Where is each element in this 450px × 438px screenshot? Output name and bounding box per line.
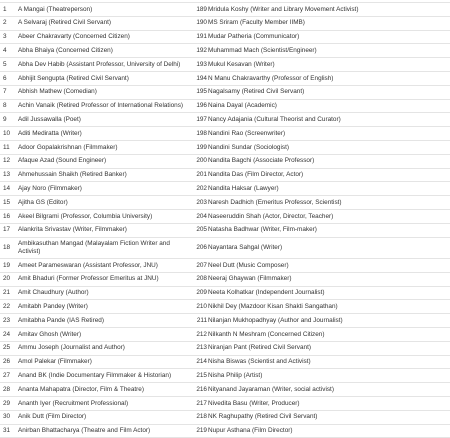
signatory-left: A Mangai (Theatreperson) xyxy=(16,3,194,17)
row-number-right: 206 xyxy=(194,237,207,259)
table-row xyxy=(0,209,450,223)
signatory-right: Nikhil Dey (Mazdoor Kisan Shakti Sangathan) xyxy=(207,300,450,314)
signatory-right: Niranjan Pant (Retired Civil Servant) xyxy=(207,341,450,355)
row-number-right: 208 xyxy=(194,272,207,286)
signatory-right: Nayantara Sahgal (Writer) xyxy=(207,237,450,259)
row-number-right: 202 xyxy=(194,182,207,196)
signatory-left: A Selvaraj (Retired Civil Servant) xyxy=(16,16,194,30)
signatory-right: Nandini Sundar (Sociologist) xyxy=(207,140,450,154)
signatory-left: Amol Palekar (Filmmaker) xyxy=(16,355,194,369)
table-row xyxy=(0,71,450,85)
table-row xyxy=(0,300,450,314)
row-number-right: 205 xyxy=(194,223,207,237)
signatory-left: Amit Chaudhury (Author) xyxy=(16,286,194,300)
row-number-left: 31 xyxy=(0,424,16,438)
table-row xyxy=(0,85,450,99)
signatory-right: Mridula Koshy (Writer and Library Movement Activist) xyxy=(207,3,450,17)
row-number-right: 190 xyxy=(194,16,207,30)
row-number-left: 14 xyxy=(0,182,16,196)
signatory-left: Abeer Chakravarty (Concerned Citizen) xyxy=(16,30,194,44)
row-number-right: 218 xyxy=(194,410,207,424)
table-row xyxy=(0,99,450,113)
table-row xyxy=(0,3,450,17)
table-row xyxy=(0,168,450,182)
table-row xyxy=(0,328,450,342)
row-number-right: 191 xyxy=(194,30,207,44)
row-number-left: 3 xyxy=(0,30,16,44)
row-number-right: 219 xyxy=(194,424,207,438)
row-number-left: 1 xyxy=(0,3,16,17)
signatory-left: Akeel Bilgrami (Professor, Columbia University) xyxy=(16,209,194,223)
signatory-right: Nandini Rao (Screenwriter) xyxy=(207,127,450,141)
row-number-left: 20 xyxy=(0,272,16,286)
table-row xyxy=(0,286,450,300)
row-number-right: 204 xyxy=(194,209,207,223)
signatory-left: Ammu Joseph (Journalist and Author) xyxy=(16,341,194,355)
signatory-right: Nupur Asthana (Film Director) xyxy=(207,424,450,438)
table-row xyxy=(0,341,450,355)
table-row xyxy=(0,58,450,72)
row-number-right: 194 xyxy=(194,71,207,85)
signatory-right: Natasha Badhwar (Writer, Film-maker) xyxy=(207,223,450,237)
signatory-right: Naresh Dadhich (Emeritus Professor, Scientist) xyxy=(207,196,450,210)
row-number-right: 193 xyxy=(194,58,207,72)
row-number-right: 207 xyxy=(194,259,207,273)
table-row xyxy=(0,314,450,328)
signatory-left: Amitabh Pandey (Writer) xyxy=(16,300,194,314)
row-number-left: 24 xyxy=(0,328,16,342)
signatory-left: Anand BK (Indie Documentary Filmmaker & Historian) xyxy=(16,369,194,383)
signatory-right: Nityanand Jayaraman (Writer, social activist) xyxy=(207,383,450,397)
signatory-left: Abhijit Sengupta (Retired Civil Servant) xyxy=(16,71,194,85)
signatory-right: Neel Dutt (Music Composer) xyxy=(207,259,450,273)
signatory-right: Neeraj Ghaywan (Filmmaker) xyxy=(207,272,450,286)
signatory-table xyxy=(0,2,450,438)
signatory-left: Ananth Iyer (Recruitment Professional) xyxy=(16,397,194,411)
signatory-left: Adil Jussawalla (Poet) xyxy=(16,113,194,127)
row-number-right: 212 xyxy=(194,328,207,342)
table-row xyxy=(0,140,450,154)
signatory-left: Ananta Mahapatra (Director, Film & Theatre) xyxy=(16,383,194,397)
row-number-left: 19 xyxy=(0,259,16,273)
table-row xyxy=(0,355,450,369)
row-number-right: 214 xyxy=(194,355,207,369)
row-number-left: 6 xyxy=(0,71,16,85)
row-number-left: 27 xyxy=(0,369,16,383)
table-row xyxy=(0,259,450,273)
signatory-right: Nandita Haksar (Lawyer) xyxy=(207,182,450,196)
signatory-right: Neeta Kolhatkar (Independent Journalist) xyxy=(207,286,450,300)
table-row xyxy=(0,16,450,30)
row-number-left: 23 xyxy=(0,314,16,328)
row-number-right: 213 xyxy=(194,341,207,355)
row-number-right: 210 xyxy=(194,300,207,314)
table-row xyxy=(0,113,450,127)
row-number-right: 189 xyxy=(194,3,207,17)
signatory-left: Abha Dev Habib (Assistant Professor, University of Delhi) xyxy=(16,58,194,72)
row-number-right: 198 xyxy=(194,127,207,141)
row-number-left: 17 xyxy=(0,223,16,237)
row-number-left: 12 xyxy=(0,154,16,168)
row-number-left: 11 xyxy=(0,140,16,154)
row-number-left: 26 xyxy=(0,355,16,369)
table-row xyxy=(0,410,450,424)
table-row xyxy=(0,154,450,168)
signatory-right: Mukul Kesavan (Writer) xyxy=(207,58,450,72)
row-number-left: 7 xyxy=(0,85,16,99)
signatory-left: Ajay Noro (Filmmaker) xyxy=(16,182,194,196)
table-row xyxy=(0,127,450,141)
row-number-left: 15 xyxy=(0,196,16,210)
row-number-left: 25 xyxy=(0,341,16,355)
signatory-right: Nandita Bagchi (Associate Professor) xyxy=(207,154,450,168)
signatory-left: Anik Dutt (Film Director) xyxy=(16,410,194,424)
row-number-left: 30 xyxy=(0,410,16,424)
signatory-right: Nilkanth N Meshram (Concerned Citizen) xyxy=(207,328,450,342)
row-number-right: 215 xyxy=(194,369,207,383)
row-number-left: 29 xyxy=(0,397,16,411)
table-row xyxy=(0,182,450,196)
table-row xyxy=(0,369,450,383)
signatory-right: Naina Dayal (Academic) xyxy=(207,99,450,113)
row-number-right: 201 xyxy=(194,168,207,182)
table-row xyxy=(0,272,450,286)
signatory-right: Nisha Philip (Artist) xyxy=(207,369,450,383)
signatory-left: Ambikasuthan Mangad (Malayalam Fiction Writer and Activist) xyxy=(16,237,194,259)
row-number-right: 211 xyxy=(194,314,207,328)
signatory-right: MS Sriram (Faculty Member IIMB) xyxy=(207,16,450,30)
signatory-right: NK Raghupathy (Retired Civil Servant) xyxy=(207,410,450,424)
row-number-left: 16 xyxy=(0,209,16,223)
row-number-left: 4 xyxy=(0,44,16,58)
signatory-table-body xyxy=(0,3,450,438)
signatory-left: Achin Vanaik (Retired Professor of International Relations) xyxy=(16,99,194,113)
row-number-left: 22 xyxy=(0,300,16,314)
row-number-right: 195 xyxy=(194,85,207,99)
row-number-left: 5 xyxy=(0,58,16,72)
row-number-right: 197 xyxy=(194,113,207,127)
signatory-right: Nisha Biswas (Scientist and Activist) xyxy=(207,355,450,369)
signatory-right: Mudar Patheria (Communicator) xyxy=(207,30,450,44)
row-number-right: 216 xyxy=(194,383,207,397)
signatory-left: Amitabha Pande (IAS Retired) xyxy=(16,314,194,328)
table-row xyxy=(0,397,450,411)
row-number-right: 203 xyxy=(194,196,207,210)
row-number-right: 217 xyxy=(194,397,207,411)
signatory-left: Adoor Gopalakrishnan (Filmmaker) xyxy=(16,140,194,154)
table-row xyxy=(0,223,450,237)
table-row xyxy=(0,383,450,397)
row-number-left: 18 xyxy=(0,237,16,259)
table-row xyxy=(0,424,450,438)
row-number-right: 200 xyxy=(194,154,207,168)
table-row xyxy=(0,237,450,259)
row-number-left: 8 xyxy=(0,99,16,113)
signatory-right: Muhammad Mach (Scientist/Engineer) xyxy=(207,44,450,58)
signatory-right: Nivedita Basu (Writer, Producer) xyxy=(207,397,450,411)
row-number-left: 2 xyxy=(0,16,16,30)
signatory-right: Nilanjan Mukhopadhyay (Author and Journalist) xyxy=(207,314,450,328)
signatory-left: Amitav Ghosh (Writer) xyxy=(16,328,194,342)
signatory-right: N Manu Chakravarthy (Professor of English) xyxy=(207,71,450,85)
row-number-left: 9 xyxy=(0,113,16,127)
row-number-left: 28 xyxy=(0,383,16,397)
signatory-right: Nandita Das (Film Director, Actor) xyxy=(207,168,450,182)
signatory-left: Anirban Bhattacharya (Theatre and Film Actor) xyxy=(16,424,194,438)
signatory-left: Amit Bhaduri (Former Professor Emeritus at JNU) xyxy=(16,272,194,286)
signatory-left: Abhish Mathew (Comedian) xyxy=(16,85,194,99)
row-number-left: 21 xyxy=(0,286,16,300)
signatory-left: Ahmehussain Shaikh (Retired Banker) xyxy=(16,168,194,182)
signatory-left: Aditi Mediratta (Writer) xyxy=(16,127,194,141)
signatory-right: Nagalsamy (Retired Civil Servant) xyxy=(207,85,450,99)
row-number-right: 196 xyxy=(194,99,207,113)
signatory-left: Abha Bhaiya (Concerned Citizen) xyxy=(16,44,194,58)
row-number-left: 13 xyxy=(0,168,16,182)
table-row xyxy=(0,196,450,210)
signatory-left: Alankrita Srivastav (Writer, Filmmaker) xyxy=(16,223,194,237)
row-number-right: 192 xyxy=(194,44,207,58)
row-number-left: 10 xyxy=(0,127,16,141)
signatory-left: Afaque Azad (Sound Engineer) xyxy=(16,154,194,168)
signatory-left: Ajitha GS (Editor) xyxy=(16,196,194,210)
table-row xyxy=(0,44,450,58)
row-number-right: 199 xyxy=(194,140,207,154)
signatory-right: Nancy Adajania (Cultural Theorist and Curator) xyxy=(207,113,450,127)
table-row xyxy=(0,30,450,44)
row-number-right: 209 xyxy=(194,286,207,300)
signatory-right: Naseeruddin Shah (Actor, Director, Teacher) xyxy=(207,209,450,223)
signatory-left: Ameet Parameswaran (Assistant Professor, JNU) xyxy=(16,259,194,273)
